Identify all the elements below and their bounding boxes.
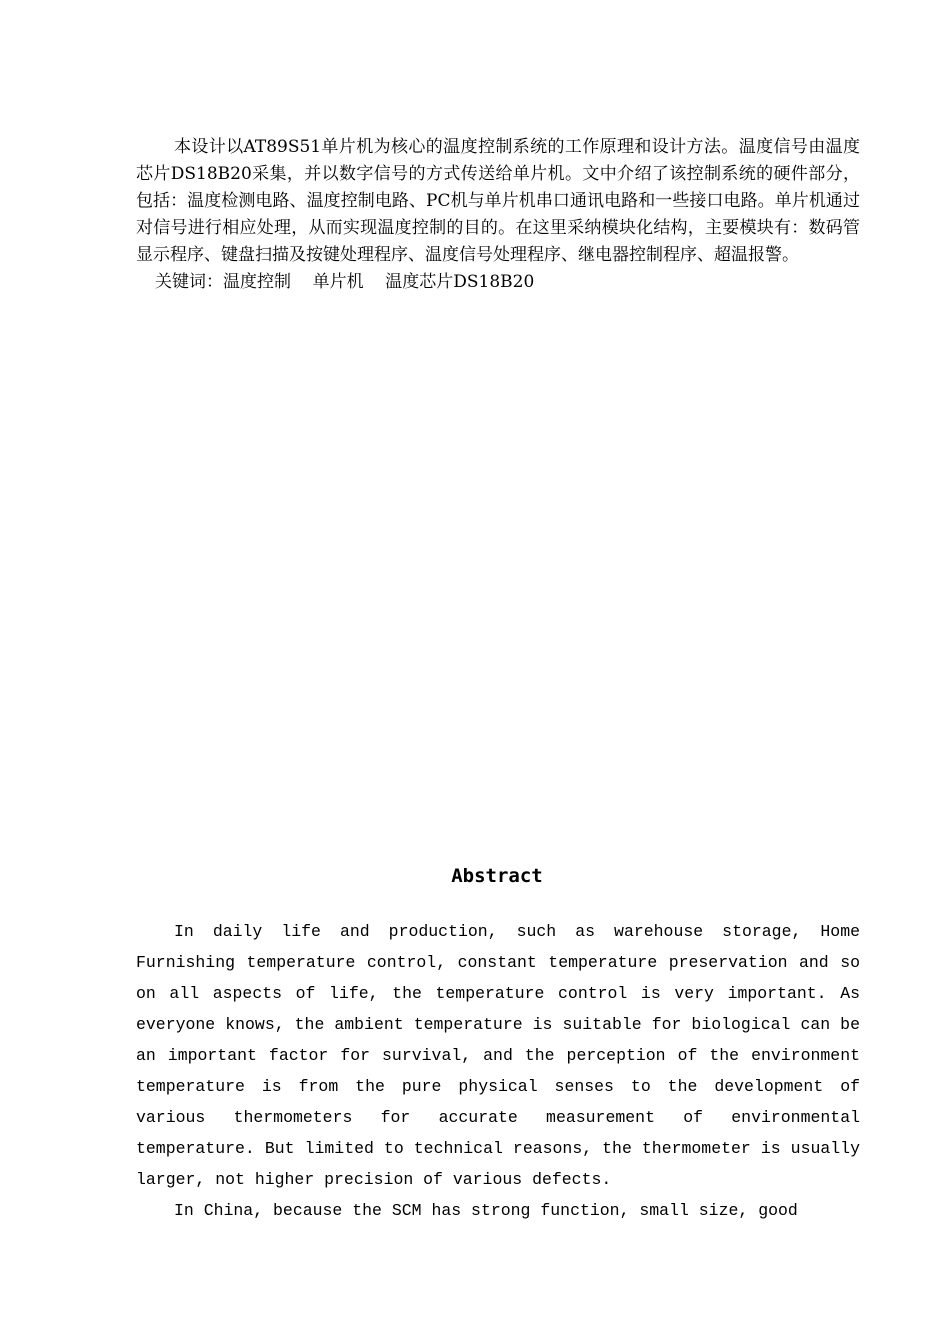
english-abstract-paragraph-1: In daily life and production, such as warehouse storage, Home Furnishing temperature control, constant temperature preservation and so on all aspects of life, the temperature control is very important. As everyone knows, the ambient temperature is suitable for biological can be an important factor for survival, and the perception of the environment temperature is from the pure physical senses to the development of various thermometers for accurate measurement of environmental temperature. But limited to technical reasons, the thermometer is usually larger, not higher precision of various defects. <box>136 922 860 1189</box>
chinese-keywords: 关键词：温度控制 单片机 温度芯片DS18B20 <box>155 272 535 292</box>
chinese-abstract <box>136 134 860 296</box>
chinese-abstract-paragraph: 本设计以AT89S51单片机为核心的温度控制系统的工作原理和设计方法。温度信号由温度芯片DS18B20采集，并以数字信号的方式传送给单片机。文中介绍了该控制系统的硬件部分，包括：温度检测电路、温度控制电路、PC机与单片机串口通讯电路和一些接口电路。单片机通过对信号进行相应处理，从而实现温度控制的目的。在这里采纳模块化结构，主要模块有：数码管显示程序、键盘扫描及按键处理程序、温度信号处理程序、继电器控制程序、超温报警。 <box>136 137 860 265</box>
abstract-heading: Abstract <box>451 865 543 887</box>
english-abstract-paragraph-2: In China, because the SCM has strong function, small size, good <box>174 1201 798 1220</box>
english-abstract <box>136 916 860 1226</box>
